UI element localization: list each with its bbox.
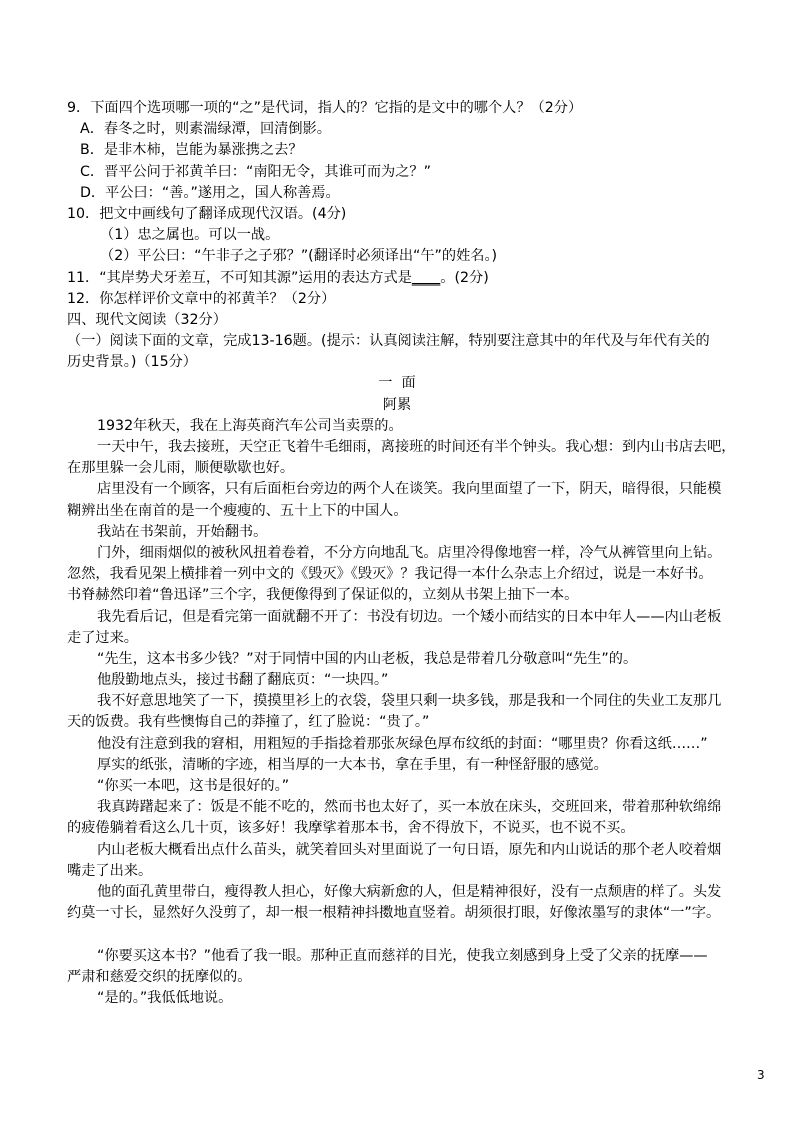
paragraph-line: “你买一本吧，这书是很好的。”: [97, 778, 290, 794]
paragraph-line: 走了过来。: [67, 629, 138, 646]
paragraph-line: 约莫一寸长，显然好久没剪了，却一根一根精神抖擞地直竖着。胡须很打眼，好像浓墨写的隶体“一”字。: [67, 905, 721, 922]
question-11-text: 11．“其岸势犬牙差互，不可知其源”运用的表达方式是: [67, 269, 412, 286]
document-page: [0, 98, 794, 1009]
answer-blank: ____: [411, 269, 441, 286]
question-10-item-1: （1）忠之属也。可以一战。: [100, 227, 280, 244]
paragraph-line: 严肃和慈爱交织的抚摩似的。: [67, 968, 252, 985]
question-10: 10．把文中画线句了翻译成现代汉语。(4分): [67, 205, 347, 222]
blank-line: [0, 924, 794, 945]
paragraph-line: “你要买这本书？”他看了我一眼。那种正直而慈祥的目光，使我立刻感到身上受了父亲的抚摩——: [97, 947, 708, 964]
question-11-score: 。(2分): [440, 269, 489, 286]
paragraph-line: 内山老板大概看出点什么苗头，就笑着回头对里面说了一句日语，原先和内山说话的那个老人咬着烟: [97, 841, 722, 858]
paragraph-line: 在那里躲一会儿雨，顺便歇歇也好。: [67, 460, 295, 477]
paragraph-line: 我不好意思地笑了一下，摸摸里衫上的衣袋，袋里只剩一块多钱，那是我和一个同住的失业工友那几: [97, 693, 722, 710]
part-instructions: （一）阅读下面的文章，完成13-16题。(提示：认真阅读注解，特别要注意其中的年代及与年代有关的: [67, 333, 710, 350]
paragraph-line: 一天中午，我去接班，天空正飞着牛毛细雨，离接班的时间还有半个钟头。我心想：到内山书店去吧，: [97, 439, 736, 455]
question-9-option-c: C．晋平公问于祁黄羊曰：“南阳无令，其谁可而为之？”: [80, 163, 431, 180]
paragraph-line: 我真踌躇起来了：饭是不能不吃的，然而书也太好了，买一本放在床头，交班回来，带着那种软绵绵: [97, 799, 722, 816]
question-9-option-d: D．平公曰：“善。”遂用之，国人称善焉。: [80, 184, 340, 201]
paragraph-line: 我站在书架前，开始翻书。: [97, 523, 268, 540]
paragraph-line: “先生，这本书多少钱？”对于同情中国的内山老板，我总是带着几分敬意叫“先生”的。: [97, 650, 638, 667]
paragraph-line: 1932年秋天，我在上海英商汽车公司当卖票的。: [97, 417, 403, 434]
article-title: 一 面: [378, 375, 416, 392]
part-instructions-cont: 历史背景。)（15分）: [67, 354, 197, 371]
paragraph-line: 的疲倦躺着看这么几十页，该多好！我摩挲着那本书，舍不得放下，不说买，也不说不买。: [67, 820, 635, 837]
section-heading: 四、现代文阅读（32分）: [67, 311, 227, 328]
page-number: 3: [757, 1068, 765, 1082]
paragraph-line: 天的饭费。我有些懊悔自己的莽撞了，红了脸说：“贵了。”: [67, 714, 430, 731]
paragraph-line: 他殷勤地点头，接过书翻了翻底页：“一块四。”: [97, 672, 389, 689]
question-9-option-b: B．是非木柿，岂能为暴涨携之去？: [80, 142, 303, 159]
paragraph-line: 他没有注意到我的窘相，用粗短的手指捻着那张灰绿色厚布纹纸的封面：“哪里贵？你看这纸……”: [97, 735, 708, 752]
paragraph-line: “是的。”我低低地说。: [97, 989, 233, 1006]
paragraph-line: 忽然，我看见架上横排着一列中文的《毁灭》《毁灭》？我记得一本什么杂志上介绍过，说是一本好书。: [67, 566, 713, 583]
question-9-option-a: A．春冬之时，则素湍绿潭，回清倒影。: [80, 121, 331, 138]
paragraph-line: 书脊赫然印着“鲁迅译”三个字，我便像得到了保证似的，立刻从书架上抽下一本。: [67, 587, 579, 604]
question-10-item-2: （2）平公曰：“午非子之子邪？”(翻译时必须译出“午”的姓名。): [100, 248, 498, 265]
paragraph-line: 他的面孔黄里带白，瘦得教人担心，好像大病新愈的人，但是精神很好，没有一点颓唐的样了。头发: [97, 883, 722, 900]
paragraph-line: 嘴走了出来。: [67, 862, 153, 879]
question-9: 9．下面四个选项哪一项的“之”是代词，指人的？它指的是文中的哪个人？（2分）: [67, 100, 583, 116]
question-12: 12．你怎样评价文章中的祁黄羊？（2分）: [67, 290, 336, 307]
paragraph-line: 厚实的纸张，清晰的字迹，相当厚的一大本书，拿在手里，有一种怪舒服的感觉。: [97, 756, 608, 773]
paragraph-line: 我先看后记，但是看完第一面就翻不开了：书没有切边。一个矮小而结实的日本中年人——内山老板: [97, 608, 722, 625]
paragraph-line: 店里没有一个顾客，只有后面柜台旁边的两个人在谈笑。我向里面望了一下，阴天，暗得很，只能模: [97, 481, 722, 498]
question-11: [0, 268, 794, 289]
paragraph-line: 门外，细雨烟似的被秋风扭着卷着，不分方向地乱飞。店里冷得像地窖一样，冷气从裤管里向上钻。: [97, 544, 722, 561]
paragraph-line: 糊辨出坐在南首的是一个瘦瘦的、五十上下的中国人。: [67, 502, 408, 519]
article-author: 阿累: [382, 396, 412, 413]
